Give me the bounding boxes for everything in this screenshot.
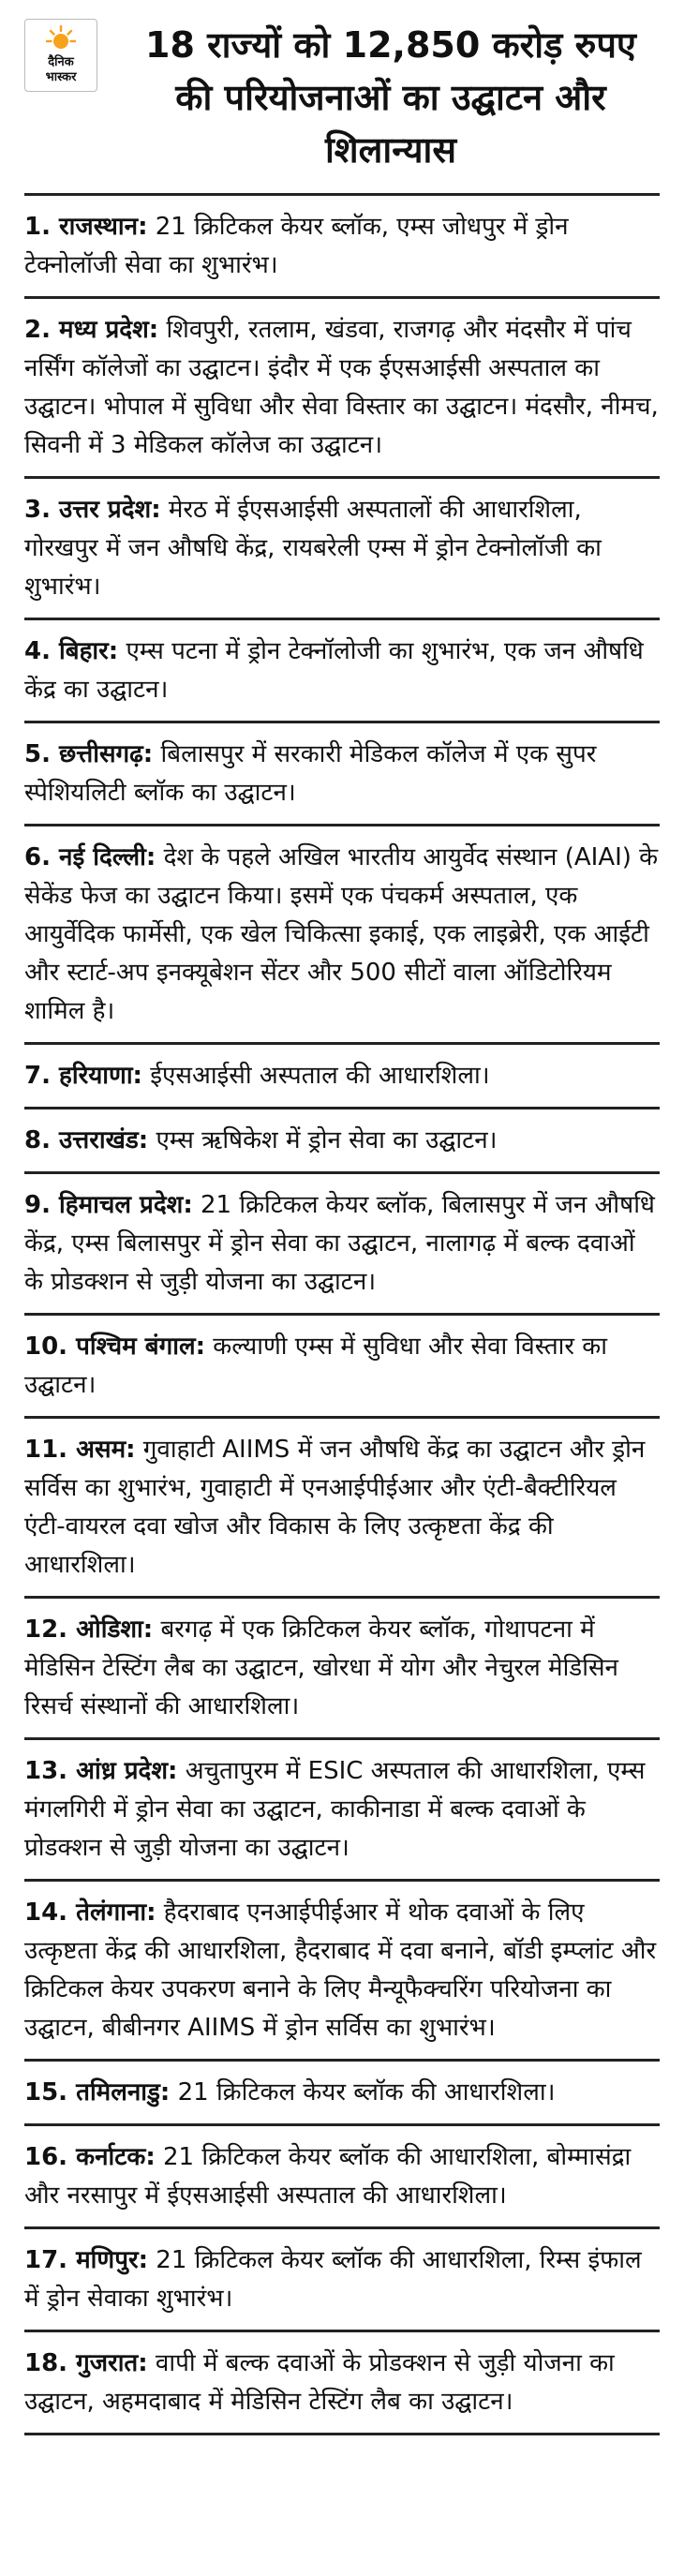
list-item — [24, 196, 660, 299]
state-name — [24, 2143, 156, 2171]
item-description: 21 क्रिटिकल केयर ब्लॉक की आधारशिला, रिम्स इंफाल में ड्रोन सेवाका शुभारंभ। — [24, 2246, 642, 2313]
item-number: 2. — [24, 316, 51, 344]
item-description: 21 क्रिटिकल केयर ब्लॉक की आधारशिला। — [177, 2078, 556, 2107]
list-item — [24, 826, 660, 1045]
list-item — [24, 1316, 660, 1419]
state-label: मध्य प्रदेश: — [59, 316, 159, 344]
item-description: ईएसआईसी अस्पताल की आधारशिला। — [150, 1062, 490, 1090]
item-number: 10. — [24, 1333, 68, 1361]
logo-text-line1: दैनिक — [48, 55, 74, 69]
list-item — [24, 1419, 660, 1599]
state-name — [24, 1757, 177, 1785]
list-item — [24, 620, 660, 723]
list-item — [24, 479, 660, 620]
state-label: ओडिशा: — [76, 1616, 154, 1644]
state-label: राजस्थान: — [59, 213, 148, 241]
item-description: कल्याणी एम्स में सुविधा और सेवा विस्तार का उद्घाटन। — [24, 1333, 607, 1399]
state-label: मणिपुर: — [76, 2246, 149, 2274]
item-number: 11. — [24, 1436, 68, 1464]
item-description: 21 क्रिटिकल केयर ब्लॉक, बिलासपुर में जन औषधि केंद्र, एम्स बिलासपुर में ड्रोन सेवा का उद्घाटन, नालागढ़ में बल्क दवाओं के प्रोडक्शन से जुड़ी योजना का उद्घाटन। — [24, 1191, 655, 1296]
page-title: 18 राज्यों को 12,850 करोड़ रुपए की परियोजनाओं का उद्घाटन और शिलान्यास — [145, 24, 636, 171]
list-item — [24, 299, 660, 479]
state-label: गुजरात: — [76, 2349, 148, 2377]
item-number: 8. — [24, 1126, 51, 1154]
state-label: कर्नाटक: — [76, 2143, 156, 2171]
list-item — [24, 2332, 660, 2435]
state-name — [24, 213, 147, 241]
state-label: बिहार: — [59, 637, 119, 665]
item-number: 9. — [24, 1191, 51, 1219]
item-description: 21 क्रिटिकल केयर ब्लॉक की आधारशिला, बोम्मासंद्रा और नरसापुर में ईएसआईसी अस्पताल की आधारशिला। — [24, 2143, 632, 2210]
state-name — [24, 843, 156, 871]
item-description: वापी में बल्क दवाओं के प्रोडक्शन से जुड़ी योजना का उद्घाटन, अहमदाबाद में मेडिसिन टेस्टिंग लैब का उद्घाटन। — [24, 2349, 615, 2416]
item-number: 18. — [24, 2349, 68, 2377]
list-item — [24, 1174, 660, 1316]
state-label: हिमाचल प्रदेश: — [59, 1191, 193, 1219]
logo-text-line2: भास्कर — [45, 70, 77, 84]
item-description: 21 क्रिटिकल केयर ब्लॉक, एम्स जोधपुर में ड्रोन टेक्नोलॉजी सेवा का शुभारंभ। — [24, 213, 569, 279]
list-item — [24, 1109, 660, 1174]
item-number: 17. — [24, 2246, 68, 2274]
state-name — [24, 316, 158, 344]
state-list — [24, 196, 660, 2435]
state-name — [24, 1436, 136, 1464]
state-label: असम: — [76, 1436, 136, 1464]
item-number: 16. — [24, 2143, 68, 2171]
state-label: हरियाणा: — [59, 1062, 142, 1090]
item-number: 5. — [24, 740, 51, 768]
state-name — [24, 1126, 148, 1154]
item-number: 3. — [24, 496, 51, 524]
sun-logo-icon — [46, 24, 76, 54]
item-number: 1. — [24, 213, 51, 241]
item-description: एम्स पटना में ड्रोन टेक्नॉलोजी का शुभारंभ, एक जन औषधि केंद्र का उद्घाटन। — [24, 637, 644, 704]
state-name — [24, 637, 118, 665]
state-name — [24, 496, 161, 524]
item-number: 7. — [24, 1062, 51, 1090]
state-name — [24, 2078, 170, 2107]
item-description: बिलासपुर में सरकारी मेडिकल कॉलेज में एक सुपर स्पेशियलिटी ब्लॉक का उद्घाटन। — [24, 740, 597, 807]
header — [24, 19, 660, 196]
list-item — [24, 1045, 660, 1109]
state-name — [24, 1333, 205, 1361]
item-number: 6. — [24, 843, 51, 871]
item-description: अचुतापुरम में ESIC अस्पताल की आधारशिला, एम्स मंगलगिरी में ड्रोन सेवा का उद्घाटन, काकीनाडा में बल्क दवाओं के प्रोडक्शन से जुड़ी योजना का उद्घाटन। — [24, 1757, 646, 1862]
state-name — [24, 1898, 156, 1927]
state-label: छत्तीसगढ़: — [59, 740, 154, 768]
item-description: शिवपुरी, रतलाम, खंडवा, राजगढ़ और मंदसौर में पांच नर्सिंग कॉलेजों का उद्घाटन। इंदौर में एक ईएसआईसी अस्पताल का उद्घाटन। भोपाल में सुविधा और सेवा विस्तार का उद्घाटन। मंदसौर, नीमच, सिवनी में 3 मेडिकल कॉलेज का उद्घाटन। — [24, 316, 659, 459]
list-item — [24, 2229, 660, 2332]
item-number: 13. — [24, 1757, 68, 1785]
item-description: देश के पहले अखिल भारतीय आयुर्वेद संस्थान (AIAI) के सेकेंड फेज का उद्घाटन किया। इसमें एक पंचकर्म अस्पताल, एक आयुर्वेदिक फार्मेसी, एक खेल चिकित्सा इकाई, एक लाइब्रेरी, एक आईटी और स्टार्ट-अप इनक्यूबेशन सेंटर और 500 सीटों वाला ऑडिटोरियम शामिल है। — [24, 843, 659, 1025]
state-label: पश्चिम बंगाल: — [76, 1333, 206, 1361]
dainik-bhaskar-logo — [24, 19, 97, 92]
item-number: 14. — [24, 1898, 68, 1927]
state-label: आंध्र प्रदेश: — [76, 1757, 178, 1785]
list-item — [24, 1599, 660, 1740]
item-description: हैदराबाद एनआईपीईआर में थोक दवाओं के लिए उत्कृष्टता केंद्र की आधारशिला, हैदराबाद में दवा बनाने, बॉडी इम्प्लांट और क्रिटिकल केयर उपकरण बनाने के लिए मैन्यूफैक्चरिंग परियोजना का उद्घाटन, बीबीनगर AIIMS में ड्रोन सर्विस का शुभारंभ। — [24, 1898, 657, 2042]
list-item — [24, 1882, 660, 2062]
item-description: गुवाहाटी AIIMS में जन औषधि केंद्र का उद्घाटन और ड्रोन सर्विस का शुभारंभ, गुवाहाटी में एनआईपीईआर और एंटी-बैक्टीरियल एंटी-वायरल दवा खोज और विकास के लिए उत्कृष्टता केंद्र की आधारशिला। — [24, 1436, 646, 1579]
state-label: तेलंगाना: — [76, 1898, 156, 1927]
item-number: 4. — [24, 637, 51, 665]
state-name — [24, 2349, 148, 2377]
item-number: 12. — [24, 1616, 68, 1644]
state-label: उत्तर प्रदेश: — [59, 496, 161, 524]
state-name — [24, 1191, 193, 1219]
state-label: नई दिल्ली: — [59, 843, 156, 871]
item-description: मेरठ में ईएसआईसी अस्पतालों की आधारशिला, गोरखपुर में जन औषधि केंद्र, रायबरेली एम्स में ड्रोन टेक्नोलॉजी का शुभारंभ। — [24, 496, 602, 601]
state-name — [24, 1616, 153, 1644]
list-item — [24, 723, 660, 826]
item-description: एम्स ऋषिकेश में ड्रोन सेवा का उद्घाटन। — [156, 1126, 498, 1154]
state-label: उत्तराखंड: — [59, 1126, 149, 1154]
state-name — [24, 2246, 148, 2274]
state-name — [24, 740, 153, 768]
list-item — [24, 2126, 660, 2229]
state-label: तमिलनाडु: — [76, 2078, 171, 2107]
item-description: बरगढ़ में एक क्रिटिकल केयर ब्लॉक, गोथापटना में मेडिसिन टेस्टिंग लैब का उद्घाटन, खोरधा में योग और नेचुरल मेडिसिन रिसर्च संस्थानों की आधारशिला। — [24, 1616, 618, 1720]
list-item — [24, 1740, 660, 1882]
list-item — [24, 2062, 660, 2126]
state-name — [24, 1062, 142, 1090]
item-number: 15. — [24, 2078, 68, 2107]
